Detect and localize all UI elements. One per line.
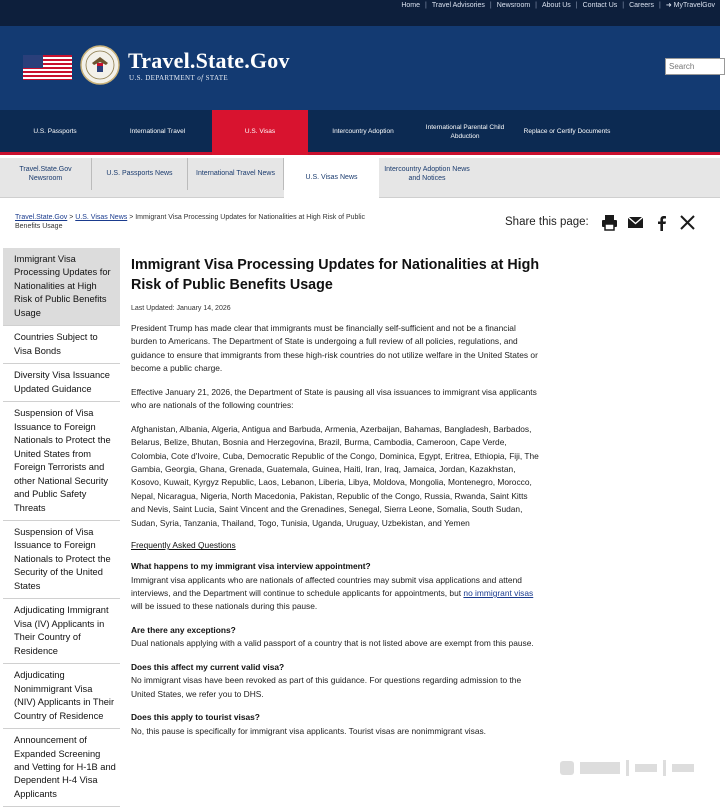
subnav-international-travel-news[interactable]: International Travel News — [188, 158, 284, 190]
sidebar-item-suspension-security[interactable]: Suspension of Visa Issuance to Foreign Nationals to Protect the Security of the United States — [3, 521, 120, 599]
sidebar-item-visa-bonds[interactable]: Countries Subject to Visa Bonds — [3, 326, 120, 364]
sidebar — [3, 248, 120, 807]
effective-paragraph: Effective January 21, 2026, the Department of State is pausing all visa issuances to immigrant visa applicants who are nationals of the following countries: — [131, 386, 537, 411]
utility-link-careers[interactable]: Careers — [629, 1, 654, 9]
article — [131, 255, 543, 738]
breadcrumb-current: Immigrant Visa Processing Updates for Nationalities at High Risk of Public Benefits Usage — [15, 214, 366, 230]
subnav-newsroom[interactable]: Travel.State.Gov Newsroom — [0, 158, 92, 190]
separator: | — [535, 1, 537, 9]
faq-link[interactable]: Frequently Asked Questions — [131, 540, 236, 551]
breadcrumb-section-link[interactable]: U.S. Visas News — [75, 214, 128, 221]
department-seal-icon[interactable] — [80, 45, 120, 85]
intro-paragraph: President Trump has made clear that immigrants must be financially self-sufficient and not be a financial burden to Americans. The Department of State is undergoing a full review of all policies, regulations, and guidance to ensure that immigrants from these high-risk countries do not utilize welfare in the United States or become a public charge. — [131, 323, 538, 374]
email-icon[interactable] — [627, 214, 644, 231]
mytravelgov-label: MyTravelGov — [673, 2, 715, 9]
subtitle-pre: U.S. DEPARTMENT — [129, 74, 198, 82]
utility-bar — [0, 0, 720, 26]
separator: | — [489, 1, 492, 9]
search-input[interactable]: Search — [665, 58, 725, 75]
faq-answer: Dual nationals applying with a valid passport of a country that is not listed above are exempt from this pause. — [131, 638, 534, 649]
watermark-shape — [626, 760, 629, 776]
subnav-us-visas-news[interactable]: U.S. Visas News — [284, 158, 379, 198]
page-title: Immigrant Visa Processing Updates for Nationalities at High Risk of Public Benefits Usage — [131, 257, 540, 294]
utility-link-newsroom[interactable]: Newsroom — [496, 1, 531, 9]
us-flag-icon — [23, 55, 72, 80]
faq-question: What happens to my immigrant visa interview appointment? — [131, 561, 371, 572]
watermark-shape — [672, 764, 694, 772]
x-twitter-icon[interactable] — [679, 214, 696, 231]
nav-parental-child-abduction[interactable]: International Parental Child Abduction — [425, 124, 505, 140]
sub-nav — [0, 158, 720, 198]
separator: | — [658, 1, 661, 9]
faq-question: Does this affect my current valid visa? — [131, 661, 285, 672]
utility-link-mytravelgov[interactable] — [658, 1, 720, 9]
watermark-shape — [663, 760, 666, 776]
faq-question: Are there any exceptions? — [131, 624, 236, 635]
nav-intercountry-adoption[interactable]: Intercountry Adoption — [332, 128, 394, 136]
sidebar-item-adjudicating-niv[interactable]: Adjudicating Nonimmigrant Visa (NIV) Applicants in Their Country of Residence — [3, 664, 120, 729]
main-nav — [0, 110, 720, 155]
site-title[interactable]: Travel.State.Gov — [128, 48, 290, 73]
sidebar-item-suspension-terrorists[interactable]: Suspension of Visa Issuance to Foreign Nationals to Protect the United States from Foreign Terrorists and other National Security and Public Safety Threats — [3, 402, 120, 521]
subtitle-post: STATE — [203, 74, 229, 82]
site-header — [0, 26, 720, 110]
separator: | — [622, 1, 625, 9]
nav-us-visas[interactable]: U.S. Visas — [212, 110, 308, 155]
print-icon[interactable] — [601, 214, 618, 231]
utility-link-contact-us[interactable]: Contact Us — [582, 1, 618, 9]
faq-answer-text: will be issued to these nationals during this pause. — [131, 601, 318, 612]
sidebar-item-h1b-screening[interactable]: Announcement of Expanded Screening and Vetting for H-1B and Dependent H-4 Visa Applicants — [3, 729, 120, 807]
subtitle-of: of — [197, 74, 204, 82]
watermark-shape — [560, 761, 574, 775]
separator: | — [425, 1, 427, 9]
separator: | — [575, 1, 578, 9]
faq-answer: No immigrant visas have been revoked as part of this guidance. For questions regarding admission to the United States, we refer you to DHS. — [131, 675, 522, 699]
countries-list: Afghanistan, Albania, Algeria, Antigua and Barbuda, Armenia, Azerbaijan, Bahamas, Bangladesh, Barbados, Belarus, Belize, Bhutan, Bosnia and Herzegovina, Brazil, Burma, Cambodia, Cameroon, Cape Verde, Colombia, Cote d'Ivoire, Cuba, Democratic Republic of the Congo, Dominica, Egypt, Eritrea, Ethiopia, Fiji, The Gambia, Georgia, Ghana, Grenada, Guatemala, Guinea, Haiti, Iran, Iraq, Jamaica, Jordan, Kazakhstan, Kosovo, Kuwait, Kyrgyz Republic, Laos, Lebanon, Liberia, Libya, Moldova, Mongolia, Montenegro, Morocco, Nepal, Nicaragua, Nigeria, North Macedonia, Pakistan, Republic of the Congo, Russia, Rwanda, Saint Kitts and Nevis, Saint Lucia, Saint Vincent and the Grenadines, Senegal, Sierra Leone, Somalia, South Sudan, Sudan, Syria, Tanzania, Thailand, Togo, Tunisia, Uganda, Uruguay, Uzbekistan, and Yemen — [131, 423, 539, 528]
breadcrumb-home-link[interactable]: Travel.State.Gov — [15, 214, 68, 221]
nav-international-travel[interactable]: International Travel — [129, 128, 186, 136]
facebook-icon[interactable] — [653, 214, 670, 231]
utility-links — [396, 0, 720, 10]
breadcrumb — [15, 214, 370, 232]
subnav-adoption-news[interactable]: Intercountry Adoption News and Notices — [384, 165, 470, 182]
utility-link-home[interactable]: Home — [401, 1, 421, 9]
faq-answer: No, this pause is specifically for immigrant visa applicants. Tourist visas are nonimmigrant visas. — [131, 725, 486, 736]
faq-answer-text: Immigrant visa applicants who are nationals of affected countries may submit visa applications and attend interviews, and the Department will continue to schedule applicants for appointments, but — [131, 574, 522, 599]
nav-replace-certify-documents[interactable]: Replace or Certify Documents — [523, 128, 611, 136]
sidebar-item-diversity-visa[interactable]: Diversity Visa Issuance Updated Guidance — [3, 364, 120, 402]
watermark-logo — [560, 756, 720, 780]
utility-link-about-us[interactable]: About Us — [542, 1, 571, 9]
faq-question: Does this apply to tourist visas? — [131, 712, 260, 723]
faq-answer — [131, 574, 543, 614]
subnav-passports-news[interactable]: U.S. Passports News — [92, 158, 188, 190]
watermark-shape — [580, 762, 620, 774]
user-icon: ➜ — [665, 2, 672, 9]
breadcrumb-separator: > — [127, 214, 136, 221]
last-updated: Last Updated: January 14, 2026 — [131, 305, 231, 313]
breadcrumb-separator: > — [67, 214, 76, 221]
watermark-shape — [635, 764, 657, 772]
no-immigrant-visas-link[interactable]: no immigrant visas — [463, 588, 534, 599]
sidebar-item-adjudicating-iv[interactable]: Adjudicating Immigrant Visa (IV) Applicants in Their Country of Residence — [3, 599, 120, 664]
nav-us-passports[interactable]: U.S. Passports — [33, 128, 77, 136]
sidebar-item-public-benefits[interactable]: Immigrant Visa Processing Updates for Nationalities at High Risk of Public Benefits Usage — [3, 248, 120, 326]
utility-link-travel-advisories[interactable]: Travel Advisories — [431, 1, 485, 9]
share-label: Share this page: — [505, 216, 589, 228]
share-bar — [505, 212, 705, 232]
site-subtitle — [129, 74, 228, 82]
